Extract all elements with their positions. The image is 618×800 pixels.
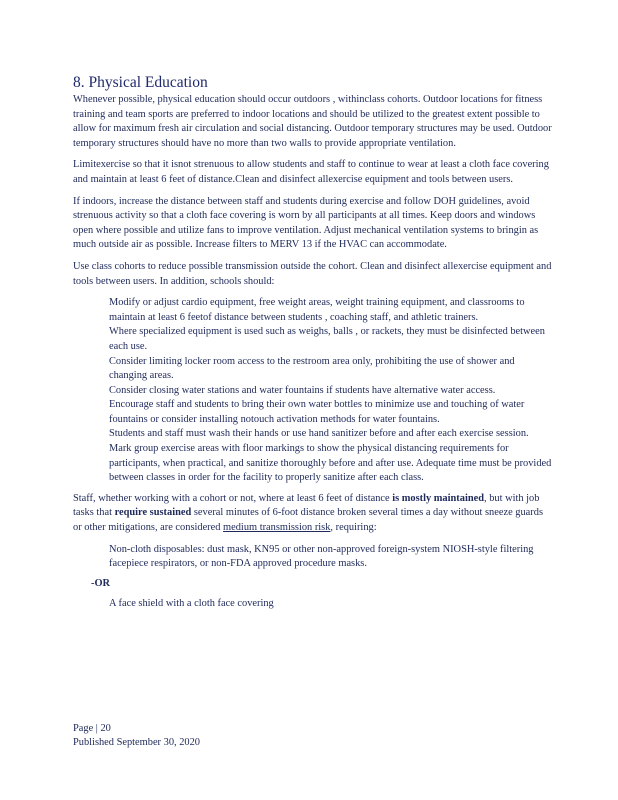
paragraph-outdoor: Whenever possible, physical education should occur outdoors , withinclass cohorts. Outdoor locations for fitness training and team sports are preferred to indoor locations and should be utilized to the greatest extent possible to allow for maximum fresh air circulation and social distancing. Outdoor temporary structures may be used. Outdoor temporary structures should have no more than two walls to provide appropriate ventilation. [73,94,552,149]
requirements-list [73,543,553,572]
list-item: Encourage staff and students to bring their own water bottles to minimize use and touching of water fountains or consider installing notouch activation methods for water fountains. [109,399,525,425]
paragraph-limit-exercise: Limitexercise so that it isnot strenuous to allow students and staff to continue to wear at least a cloth face covering and maintain at least 6 feet of distance.Clean and disinfect allexercise equipment and tools between users. [73,159,549,185]
emphasis-require-sustained: require sustained [114,507,192,519]
schools-should-list [73,296,553,486]
alternative-list [73,597,553,612]
list-item: Consider closing water stations and water fountains if students have alternative water access. [109,384,496,396]
list-item: A face shield with a cloth face covering [109,597,274,609]
medium-risk-underlined: medium transmission risk [223,522,331,534]
list-item: Consider limiting locker room access to the restroom area only, prohibiting the use of shower and changing areas. [109,355,515,382]
published-date: Published September 30, 2020 [73,737,200,748]
page-footer [73,722,200,750]
list-item: Non-cloth disposables: dust mask, KN95 or other non-approved foreign-system NIOSH-style filtering facepiece respirators, or non-FDA approved procedure masks. [109,543,534,570]
list-item: Modify or adjust cardio equipment, free weight areas, weight training equipment, and classrooms to maintain at least 6 feetof distance between students , coaching staff, and athletic trainers. [109,297,525,323]
or-label: -OR [91,577,111,589]
section-heading: 8. Physical Education [73,74,208,91]
emphasis-mostly-maintained: is mostly maintained [392,492,485,504]
page-number: Page | 20 [73,723,111,734]
paragraph-cohorts: Use class cohorts to reduce possible transmission outside the cohort. Clean and disinfect allexercise equipment and tools between users. In addition, schools should: [73,260,552,287]
list-item: Where specialized equipment is used such as weighs, balls , or rackets, they must be disinfected between each use. [109,326,545,352]
paragraph-staff-risk: Staff, whether working with a cohort or not, where at least 6 feet of distance is mostly maintained, but with job tasks that require sustained several minutes of 6-foot distance broken several times a day without sneeze guards or other mitigations, are considered medium transmission risk, requiring: [73,492,543,534]
document-page [73,74,553,617]
list-item: Mark group exercise areas with floor markings to show the physical distancing requirements for participants, when practical, and sanitize thoroughly before and after use. Adequate time must be provided between classes in order for the facility to properly sanitize after each class. [109,443,552,484]
paragraph-indoors: If indoors, increase the distance between staff and students during exercise and follow DOH guidelines, avoid strenuous activity so that a cloth face covering is worn by all participants at all times. Keep doors and windows open where possible and utilize fans to improve ventilation. Adjust mechanical ventilation systems to bringin as much outside air as possible. Increase filters to MERV 13 if the HVAC can accommodate. [73,195,539,251]
list-item: Students and staff must wash their hands or use hand sanitizer before and after each exercise session. [109,428,529,440]
